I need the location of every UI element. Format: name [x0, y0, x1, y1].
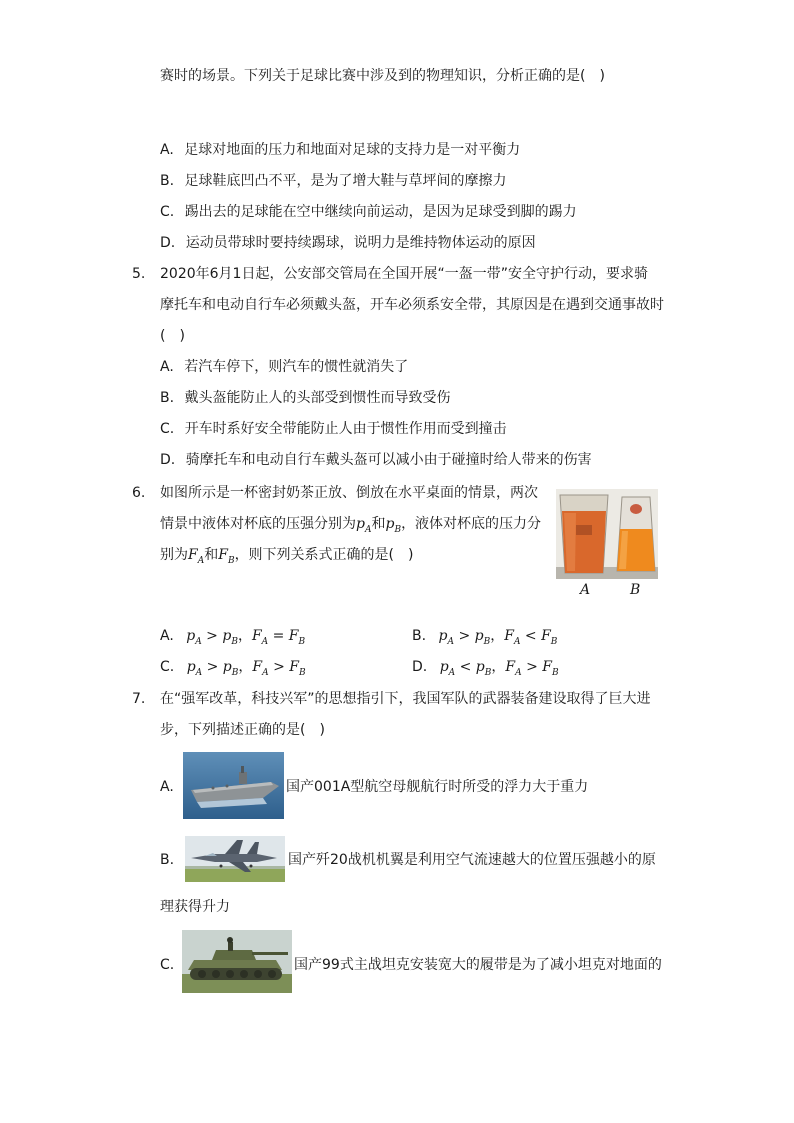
fighter-jet-photo: [185, 836, 285, 882]
option-letter: B.: [160, 390, 175, 406]
aircraft-carrier-image: [183, 752, 284, 819]
figure-label-b: B: [630, 582, 641, 598]
subscript: B: [484, 667, 492, 678]
relation: >: [206, 628, 218, 644]
subscript: A: [195, 636, 202, 647]
option-letter: A.: [160, 359, 174, 375]
subscript: B: [483, 636, 491, 647]
relation: >: [526, 659, 538, 675]
symbol-p: p: [356, 516, 365, 532]
stem-text: 情景中液体对杯底的压强分别为: [160, 516, 356, 532]
q7-option-c-letter[interactable]: C.: [160, 957, 175, 973]
tank-image: [182, 930, 292, 993]
symbol-F: F: [252, 659, 263, 675]
option-text: 戴头盔能防止人的头部受到惯性而导致受伤: [184, 390, 451, 406]
q6-stem-line-2: [160, 514, 541, 540]
symbol-F: F: [542, 659, 552, 675]
separator: ，: [491, 659, 506, 675]
symbol-F: F: [288, 628, 299, 644]
subscript: B: [550, 636, 558, 647]
subscript: A: [515, 667, 522, 678]
subscript: A: [447, 636, 454, 647]
symbol-p: p: [222, 628, 232, 644]
subscript: A: [197, 555, 205, 566]
q7-option-b-letter[interactable]: B.: [160, 852, 175, 868]
subscript: A: [195, 667, 203, 678]
q6-stem-line-1: 如图所示是一杯密封奶茶正放、倒放在水平桌面的情景，两次: [160, 485, 538, 501]
option-text: 运动员带球时要持续踢球，说明力是维持物体运动的原因: [185, 235, 536, 251]
stem-text: ，则下列关系式正确的是( ): [234, 547, 414, 563]
math-expression: [439, 659, 559, 678]
q5-option-a[interactable]: [160, 357, 408, 377]
option-letter: B.: [412, 628, 427, 644]
math-expression: [186, 628, 306, 647]
option-letter: A.: [160, 142, 174, 158]
symbol-p: p: [186, 659, 196, 675]
symbol-p: p: [222, 659, 232, 675]
stem-text: 别为: [160, 547, 188, 563]
q4-option-a[interactable]: [160, 140, 520, 160]
option-letter: B.: [160, 173, 175, 189]
option-letter: D.: [412, 659, 428, 675]
subscript: A: [513, 636, 521, 647]
subscript: A: [261, 636, 269, 647]
math-expression: [438, 628, 558, 647]
symbol-p: p: [474, 628, 484, 644]
symbol-p: p: [439, 659, 449, 675]
symbol-p: p: [186, 628, 196, 644]
q4-stem: 赛时的场景。下列关于足球比赛中涉及到的物理知识，分析正确的是( ): [160, 68, 605, 84]
math-expression: [186, 659, 306, 678]
subscript: A: [262, 667, 269, 678]
q5-stem-line-2: 摩托车和电动自行车必须戴头盔，开车必须系安全带，其原因是在遇到交通事故时: [160, 297, 664, 313]
subscript: B: [231, 667, 239, 678]
q4-option-c[interactable]: [160, 202, 577, 222]
separator: ，: [238, 659, 253, 675]
option-letter: D.: [160, 235, 176, 251]
q6-number: 6.: [132, 485, 146, 501]
q6-option-d[interactable]: [412, 657, 559, 683]
symbol-F: F: [251, 628, 262, 644]
relation: >: [206, 659, 219, 675]
relation: =: [272, 628, 285, 644]
q5-stem-line-3: ( ): [160, 328, 185, 344]
stem-text: 和: [371, 516, 386, 532]
q5-number: 5.: [132, 266, 146, 282]
symbol-p: p: [475, 659, 485, 675]
q7-option-c-text[interactable]: 国产99式主战坦克安装宽大的履带是为了减小坦克对地面的: [294, 957, 662, 973]
stem-text: ，液体对杯底的压力分: [401, 516, 542, 532]
q7-stem-line-1: 在“强军改革，科技兴军”的思想指引下，我国军队的武器装备建设取得了巨大进: [160, 691, 651, 707]
milk-tea-cups-image: [556, 489, 658, 579]
figure-label-a: A: [580, 582, 591, 598]
option-letter: C.: [160, 421, 175, 437]
option-text: 踢出去的足球能在空中继续向前运动，是因为足球受到脚的踢力: [184, 204, 577, 220]
option-text: 足球对地面的压力和地面对足球的支持力是一对平衡力: [184, 142, 521, 158]
relation: <: [459, 659, 472, 675]
q5-option-b[interactable]: [160, 388, 451, 408]
relation: <: [524, 628, 537, 644]
subscript: B: [551, 667, 559, 678]
symbol-F: F: [505, 659, 516, 675]
option-text: 开车时系好安全带能防止人由于惯性作用而受到撞击: [184, 421, 507, 437]
q7-option-a-text[interactable]: 国产001A型航空母舰航行时所受的浮力大于重力: [286, 779, 589, 795]
q6-option-b[interactable]: [412, 626, 557, 652]
q7-number: 7.: [132, 691, 146, 707]
q7-option-a-letter[interactable]: A.: [160, 779, 174, 795]
subscript: B: [298, 636, 306, 647]
q6-option-a[interactable]: [160, 626, 305, 652]
q6-stem-line-3: [160, 545, 414, 571]
symbol-p: p: [438, 628, 448, 644]
q6-option-c[interactable]: [160, 657, 306, 683]
symbol-F: F: [541, 628, 551, 644]
subscript: B: [227, 555, 235, 566]
q7-option-b-text-continued: 理获得升力: [160, 899, 230, 915]
q4-option-b[interactable]: [160, 171, 507, 191]
subscript: B: [394, 524, 402, 535]
option-letter: C.: [160, 659, 175, 675]
option-text: 骑摩托车和电动自行车戴头盔可以减小由于碰撞时给人带来的伤害: [185, 452, 592, 468]
option-text: 足球鞋底凹凸不平，是为了增大鞋与草坪间的摩擦力: [184, 173, 507, 189]
option-letter: A.: [160, 628, 174, 644]
symbol-F: F: [188, 547, 198, 563]
separator: ，: [237, 628, 252, 644]
tank-photo: [182, 930, 292, 993]
option-letter: C.: [160, 204, 175, 220]
fighter-jet-image: [185, 836, 285, 882]
symbol-F: F: [289, 659, 299, 675]
stem-text: 和: [204, 547, 219, 563]
subscript: B: [298, 667, 306, 678]
subscript: A: [448, 667, 456, 678]
subscript: B: [231, 636, 238, 647]
aircraft-carrier-photo: [183, 752, 284, 819]
separator: ，: [490, 628, 505, 644]
q4-option-d[interactable]: [160, 233, 536, 253]
q7-stem-line-2: 步，下列描述正确的是( ): [160, 722, 325, 738]
option-letter: D.: [160, 452, 176, 468]
relation: >: [273, 659, 285, 675]
symbol-F: F: [218, 547, 228, 563]
symbol-F: F: [504, 628, 514, 644]
q5-option-c[interactable]: [160, 419, 507, 439]
subscript: A: [364, 524, 372, 535]
symbol-p: p: [385, 516, 395, 532]
relation: >: [458, 628, 471, 644]
q7-option-b-text[interactable]: 国产歼20战机机翼是利用空气流速越大的位置压强越小的原: [288, 852, 656, 868]
q5-stem-line-1: 2020年6月1日起，公安部交管局在全国开展“一盔一带”安全守护行动，要求骑: [160, 266, 648, 282]
option-text: 若汽车停下，则汽车的惯性就消失了: [184, 359, 409, 375]
q5-option-d[interactable]: [160, 450, 592, 470]
milk-tea-cups-photo: [556, 489, 658, 579]
